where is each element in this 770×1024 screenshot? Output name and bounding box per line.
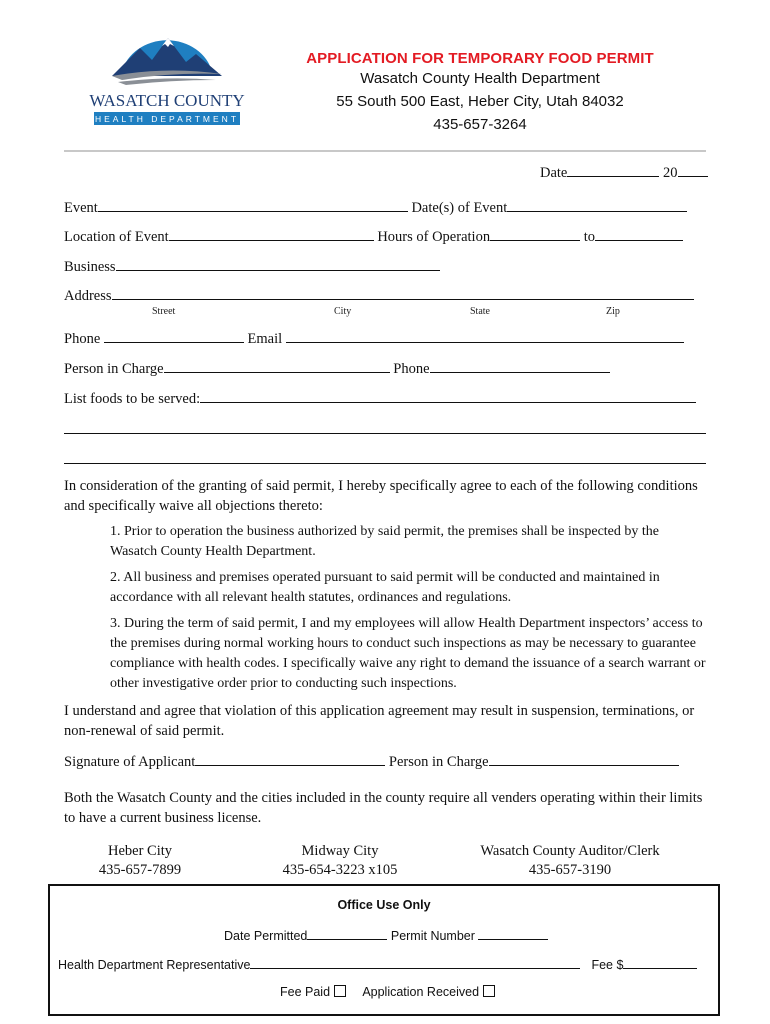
event-dates-label: Date(s) of Event — [411, 200, 508, 216]
app-received-checkbox[interactable] — [483, 985, 495, 997]
office-rep-row — [58, 956, 697, 972]
address-street-caption: Street — [152, 306, 176, 317]
document-header — [260, 50, 700, 136]
condition-1: 1. Prior to operation the business authorized by said permit, the premises shall be inspected by the Wasatch County Health Department. — [110, 524, 659, 559]
foods-line — [64, 390, 696, 408]
person-phone-field[interactable] — [430, 360, 610, 373]
hours-label: Hours of Operation — [377, 229, 491, 245]
hours-end-field[interactable] — [595, 228, 683, 241]
address-field[interactable] — [112, 287, 694, 300]
year-label: 20 — [663, 165, 678, 181]
permit-number-label: Permit Number — [390, 929, 475, 943]
contact-auditor-name: Wasatch County Auditor/Clerk — [480, 843, 660, 859]
license-note: Both the Wasatch County and the cities included in the county require all venders operating within their limits to have a current business license. — [64, 790, 703, 826]
location-label: Location of Event — [64, 229, 169, 245]
fee-field[interactable] — [623, 956, 697, 969]
contact-heber — [60, 842, 220, 880]
foods-label: List foods to be served: — [64, 391, 201, 407]
header-divider — [64, 150, 706, 152]
date-line — [540, 164, 708, 182]
office-status-row — [280, 985, 495, 999]
signature-person-field[interactable] — [489, 753, 679, 766]
event-field[interactable] — [98, 199, 408, 212]
date-label: Date — [540, 165, 568, 181]
contact-auditor — [450, 842, 690, 880]
person-phone-label: Phone — [393, 361, 430, 377]
phone-field[interactable] — [104, 330, 244, 343]
fee-paid-checkbox[interactable] — [334, 985, 346, 997]
office-date-row — [224, 927, 548, 943]
event-line — [64, 199, 687, 217]
location-field[interactable] — [169, 228, 374, 241]
contact-midway-phone: 435-654-3223 x105 — [282, 862, 398, 878]
logo-name: WASATCH COUNTY — [89, 91, 245, 110]
foods-field-2[interactable] — [64, 433, 706, 434]
contact-midway — [240, 842, 440, 880]
year-field[interactable] — [678, 164, 708, 177]
hours-start-field[interactable] — [490, 228, 580, 241]
person-line — [64, 360, 610, 378]
office-title: Office Use Only — [337, 898, 431, 912]
address-state-caption: State — [470, 306, 490, 317]
business-label: Business — [64, 259, 116, 275]
agreement-intro: In consideration of the granting of said permit, I hereby specifically agree to each of the following conditions and specifically waive all objections thereto: — [64, 478, 698, 514]
logo-swoosh-2 — [118, 78, 216, 85]
person-label: Person in Charge — [64, 361, 164, 377]
address-label: Address — [64, 288, 112, 304]
contact-auditor-phone: 435-657-3190 — [528, 862, 612, 878]
business-line — [64, 258, 440, 276]
fee-paid-label: Fee Paid — [280, 985, 331, 999]
business-field[interactable] — [116, 258, 440, 271]
permit-number-field[interactable] — [478, 927, 548, 940]
fee-label: Fee $ — [591, 958, 624, 972]
rep-field[interactable] — [250, 956, 580, 969]
date-permitted-field[interactable] — [307, 927, 387, 940]
hours-to-label: to — [583, 229, 595, 245]
agency-name: Wasatch County Health Department — [360, 70, 600, 87]
contact-midway-name: Midway City — [301, 843, 379, 859]
condition-3: 3. During the term of said permit, I and my employees will allow Health Department inspectors’ access to the premises during normal working hours to conduct such inspections as may be necessary to guarantee compliance with health codes. I specifically waive any right to demand the issuance of a search warrant or other investigative order prior to conducting such inspections. — [110, 616, 706, 691]
event-label: Event — [64, 200, 98, 216]
foods-field-3[interactable] — [64, 463, 706, 464]
rep-label: Health Department Representative — [58, 958, 251, 972]
logo-tagline: HEALTH DEPARTMENT — [94, 114, 240, 124]
address-city-caption: City — [334, 306, 352, 317]
foods-field-1[interactable] — [200, 390, 696, 403]
location-line — [64, 228, 683, 246]
date-permitted-label: Date Permitted — [224, 929, 308, 943]
document-title: APPLICATION FOR TEMPORARY FOOD PERMIT — [306, 50, 654, 67]
event-dates-field[interactable] — [507, 199, 687, 212]
agency-address: 55 South 500 East, Heber City, Utah 84032 — [336, 93, 624, 110]
person-field[interactable] — [164, 360, 390, 373]
signature-line — [64, 753, 679, 771]
office-use-box — [48, 884, 720, 1016]
wasatch-county-logo — [82, 26, 252, 130]
address-zip-caption: Zip — [606, 306, 620, 317]
email-field[interactable] — [286, 330, 684, 343]
address-line — [64, 287, 694, 305]
signature-field[interactable] — [195, 753, 385, 766]
understand-statement: I understand and agree that violation of this application agreement may result in suspension, terminations, or non-renewal of said permit. — [64, 703, 695, 739]
phone-email-line — [64, 330, 684, 348]
phone-label: Phone — [64, 331, 101, 347]
contact-heber-name: Heber City — [107, 843, 173, 859]
signature-label: Signature of Applicant — [64, 754, 196, 770]
email-label: Email — [247, 331, 283, 347]
agency-phone: 435-657-3264 — [433, 116, 527, 133]
signature-person-label: Person in Charge — [388, 754, 489, 770]
app-received-label: Application Received — [362, 985, 480, 999]
contact-heber-phone: 435-657-7899 — [98, 862, 182, 878]
date-field[interactable] — [567, 164, 659, 177]
condition-2: 2. All business and premises operated pursuant to said permit will be conducted and maintained in accordance with all relevant health statutes, ordinances and regulations. — [110, 570, 660, 605]
